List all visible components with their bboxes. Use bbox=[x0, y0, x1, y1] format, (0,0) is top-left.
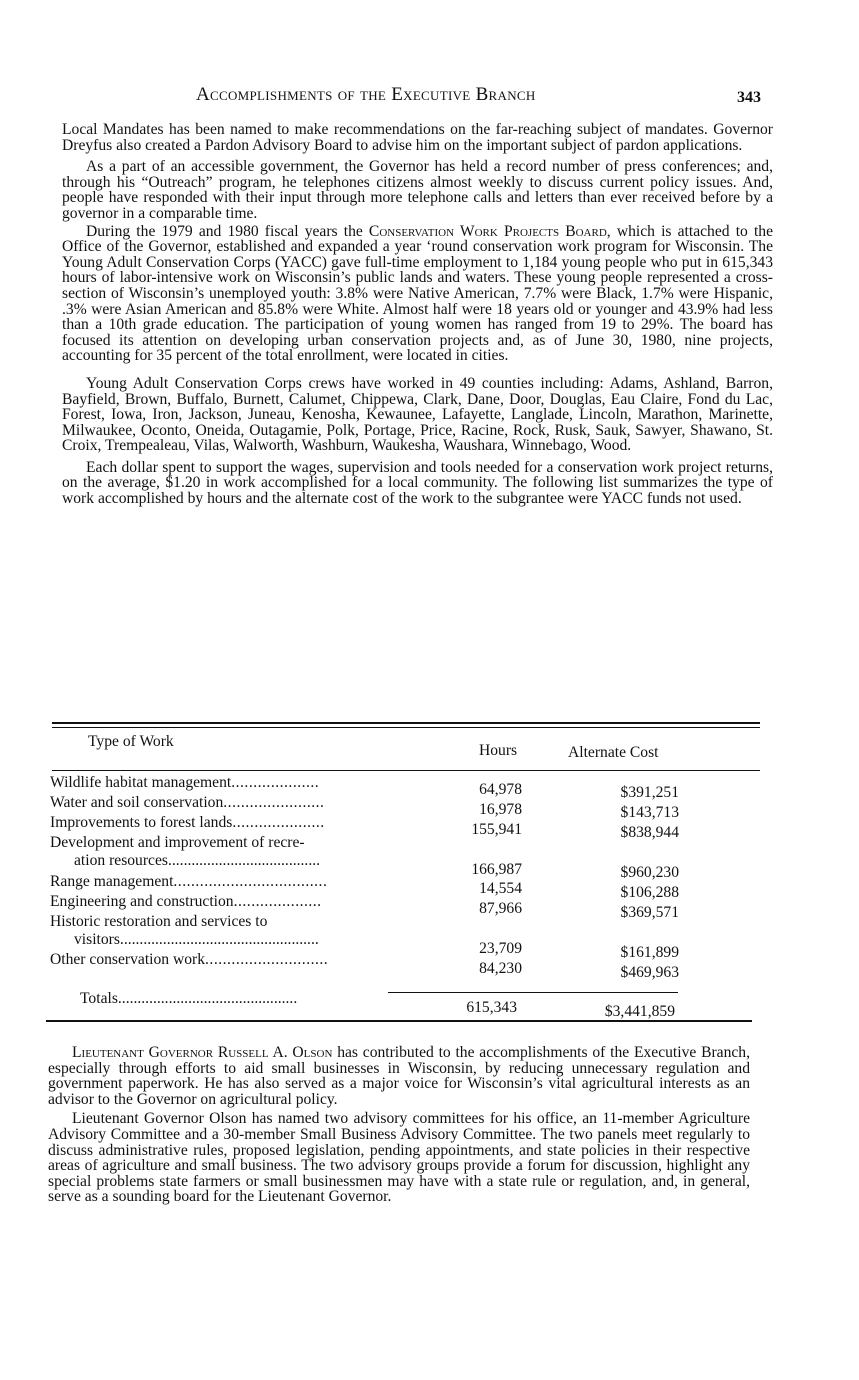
dot-leader: ..................... bbox=[232, 814, 325, 831]
dot-leader: ................................................... bbox=[119, 931, 319, 948]
paragraph-text: , which is attached to the Office of the Governor, established and expanded a year ‘round conservation work program for Wisconsin. The Young Adult Conservation Corps (YACC) gave full-time employment to 1,184 young people who put in 615,343 hours of labor-intensive work on Wisconsin’s public lands and waters. These young people represented a cross-section of Wisconsin’s unemployed youth: 3.8% were Native American, 7.7% were Black, 1.7% were Hispanic, .3% were Asian American and 85.8% were White. Almost half were 18 years old or younger and 43.9% had less than a 10th grade education. The participation of young women has ranged from 19 to 29%. The board has focused its attention on developing urban conservation projects and, as of June 30, 1980, nine projects, accounting for 35 percent of the total enrollment, were located in cities. bbox=[62, 222, 774, 365]
table-top-rule bbox=[52, 727, 760, 728]
row-hours: 166,987 bbox=[471, 861, 522, 878]
table-top-rule bbox=[52, 722, 760, 724]
paragraph-counties: Young Adult Conservation Corps crews have worked in 49 counties including: Adams, Ashland, Barron, Bayfield, Brown, Buffalo, Burnett, Calumet, Chippewa, Clark, Dane, Door, Douglas, Eau Claire, Fond du Lac, Forest, Iowa, Iron, Jackson, Juneau, Kenosha, Kewaunee, Lafayette, Langlade, Lincoln, Marathon, Marinette, Milwaukee, Oconto, Oneida, Outagamie, Polk, Portage, Price, Racine, Rock, Rusk, Sauk, Sawyer, Shawano, St. Croix, Trempealeau, Vilas, Walworth, Washburn, Waukesha, Waushara, Winnebago, Wood. bbox=[62, 374, 773, 455]
running-head: Accomplishments of the Executive Branch bbox=[196, 84, 536, 105]
dot-leader: ....................................... bbox=[167, 852, 321, 869]
dot-leader: ............................ bbox=[205, 951, 329, 968]
row-cost: $161,899 bbox=[620, 944, 679, 961]
dot-leader: .............................................. bbox=[117, 990, 298, 1007]
lieutenant-governor-name: Lieutenant Governor Russell A. Olson bbox=[72, 1044, 333, 1061]
table-row-label: Historic restoration and services to bbox=[50, 913, 268, 930]
paragraph-lieutenant-governor bbox=[48, 1045, 750, 1107]
paragraph-text: has contributed to the accomplishments of the Executive Branch, especially through efforts to aid small businesses in Wisconsin, by reducing unnecessary regulation and government paperwork. He has also served as a major voice for Wisconsin’s vital agricultural interests as an advisor to the Governor on agricultural policy. bbox=[48, 1044, 750, 1108]
row-cost: $106,288 bbox=[620, 884, 679, 901]
totals-label bbox=[80, 990, 297, 1008]
table-header-rule bbox=[52, 770, 760, 771]
row-hours: 16,978 bbox=[479, 801, 522, 818]
table-row-label bbox=[50, 794, 324, 812]
row-label-text: visitors bbox=[74, 931, 120, 948]
dot-leader: ................................... bbox=[173, 873, 328, 890]
dot-leader: .................... bbox=[233, 893, 322, 910]
row-label-text: Improvements to forest lands bbox=[50, 814, 233, 831]
row-label-text: Water and soil conservation bbox=[50, 794, 224, 811]
paragraph-accessible-government: As a part of an accessible government, the Governor has held a record number of press conferences; and, through his “Outreach” program, he telephones citizens almost weekly to discuss current policy issues. And, people have responded with their input through more telephone calls and letters than ever received before by a governor in a comparable time. bbox=[62, 158, 773, 222]
row-cost: $469,963 bbox=[620, 964, 679, 981]
row-label-text: Wildlife habitat management bbox=[50, 774, 232, 791]
table-row-label bbox=[50, 774, 319, 792]
row-label-text: Other conservation work bbox=[50, 951, 206, 968]
column-header-cost: Alternate Cost bbox=[568, 744, 659, 761]
row-label-text: Range management bbox=[50, 873, 174, 890]
row-cost: $369,571 bbox=[620, 904, 679, 921]
table-row-label bbox=[50, 873, 327, 891]
body-text-upper bbox=[62, 122, 773, 507]
page-number: 343 bbox=[737, 89, 761, 106]
row-hours: 23,709 bbox=[479, 940, 522, 957]
table-row-label bbox=[50, 951, 328, 969]
totals-rule bbox=[388, 992, 678, 993]
paragraph-local-mandates: Local Mandates has been named to make recommendations on the far-reaching subject of mandates. Governor Dreyfus also created a Pardon Advisory Board to advise him on the important subject of pardon applications. bbox=[62, 121, 773, 154]
row-cost: $391,251 bbox=[620, 784, 679, 801]
row-hours: 87,966 bbox=[479, 900, 522, 917]
table-row-label bbox=[50, 814, 325, 832]
row-label-text: ation resources bbox=[74, 852, 168, 869]
paragraph-text: During the 1979 and 1980 fiscal years the bbox=[86, 222, 369, 240]
totals-label-text: Totals bbox=[80, 990, 118, 1007]
row-cost: $838,944 bbox=[620, 824, 679, 841]
row-hours: 155,941 bbox=[471, 821, 522, 838]
totals-hours: 615,343 bbox=[466, 999, 517, 1016]
table-row-label: Development and improvement of recre- bbox=[50, 834, 305, 851]
column-header-hours: Hours bbox=[479, 742, 518, 759]
dot-leader: ....................... bbox=[223, 794, 325, 811]
board-name: Conservation Work Projects Board bbox=[368, 222, 607, 240]
column-header-type: Type of Work bbox=[88, 733, 174, 750]
row-hours: 84,230 bbox=[479, 960, 522, 977]
table-row-label-continued bbox=[74, 852, 320, 870]
table-row-label bbox=[50, 893, 322, 911]
paragraph-dollar-return: Each dollar spent to support the wages, supervision and tools needed for a conservation work project returns, on the average, $1.20 in work accomplished for a local community. The following list summarizes the type of work accomplished by hours and the alternate cost of the work to the subgrantee were YACC funds not used. bbox=[62, 458, 773, 508]
row-cost: $960,230 bbox=[620, 864, 679, 881]
body-text-lower bbox=[48, 1045, 750, 1205]
table-bottom-rule bbox=[46, 1020, 752, 1022]
totals-cost: $3,441,859 bbox=[604, 1003, 675, 1020]
row-hours: 14,554 bbox=[479, 880, 522, 897]
row-hours: 64,978 bbox=[479, 781, 522, 798]
table-row-label-continued bbox=[74, 931, 319, 949]
dot-leader: .................... bbox=[231, 774, 320, 791]
paragraph-conservation-board bbox=[62, 224, 773, 364]
row-cost: $143,713 bbox=[620, 804, 679, 821]
paragraph-advisory-committees: Lieutenant Governor Olson has named two advisory committees for his office, an 11-member Agriculture Advisory Committee and a 30-member Small Business Advisory Committee. The two panels meet regularly to discuss administrative rules, proposed legislation, pending appointments, and state policies in their respective areas of agriculture and small business. The two advisory groups provide a forum for discussion, highlight any special problems state farmers or small businessmen may have with a state rule or regulation, and, in general, serve as a sounding board for the Lieutenant Governor. bbox=[48, 1110, 750, 1206]
row-label-text: Engineering and construction bbox=[50, 893, 234, 910]
